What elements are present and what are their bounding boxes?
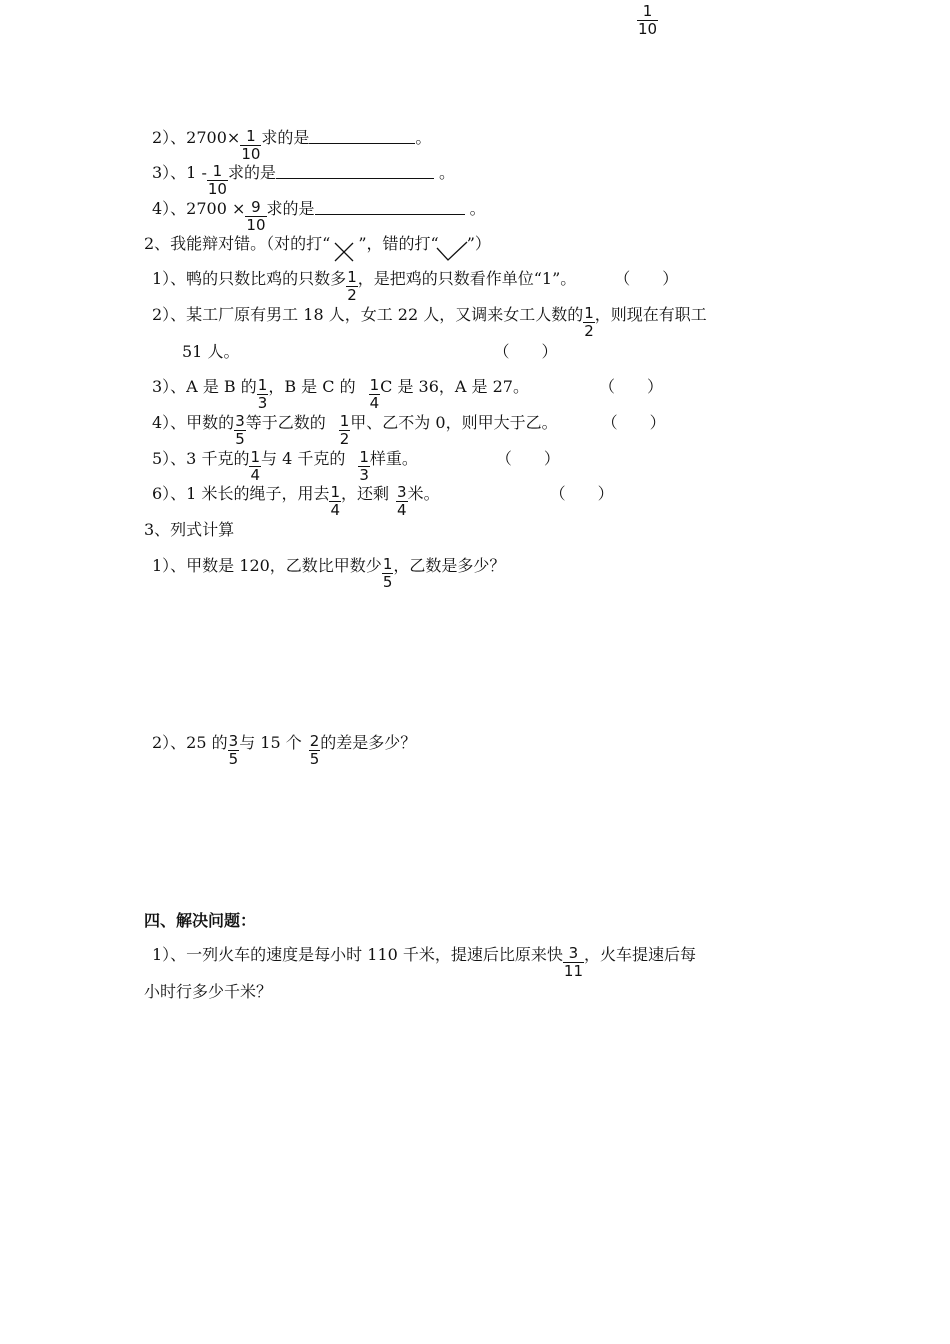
q2-item-2-cont: 51 人。 （ ）	[182, 342, 558, 361]
item-1-minus-1-10: 3）、1 - $\frac{1}{10}$ 求的是 。	[152, 162, 456, 198]
fraction: $\frac{1}{2}$	[347, 268, 357, 304]
fraction: $\frac{1}{3}$	[257, 376, 268, 412]
fraction: $\frac{1}{10}$	[241, 127, 261, 163]
q3-item-2: 2）、25 的 $\frac{3}{5}$ 与 15 个 $\frac{2}{5}$ 的差是多少？	[152, 732, 417, 768]
q2-item-4: 4）、甲数的 $\frac{3}{5}$ 等于乙数的 $\frac{1}{2}$ 甲、乙不为 0，则甲大于乙。 （ ）	[152, 412, 666, 448]
fraction: $\frac{9}{10}$	[246, 198, 266, 234]
fraction: $\frac{1}{4}$	[250, 448, 260, 484]
fraction: $\frac{3}{5}$	[228, 732, 239, 768]
answer-paren[interactable]: （ ）	[493, 342, 558, 361]
q4-item-1: 1）、一列火车的速度是每小时 110 千米，提速后比原来快 $\frac{3}{11}$ ，火车提速后每	[152, 944, 697, 980]
q3-item-1: 1）、甲数是 120，乙数比甲数少 $\frac{1}{5}$ ，乙数是多少？	[152, 555, 506, 591]
check-icon	[435, 240, 469, 264]
fraction: $\frac{1}{5}$	[382, 555, 393, 591]
answer-paren[interactable]: （ ）	[549, 484, 614, 503]
item-2700-times-1-10: 2）、2700× $\frac{1}{10}$ 求的是 。	[152, 127, 432, 163]
q3-heading: 3、列式计算	[144, 520, 235, 539]
answer-blank[interactable]	[309, 128, 415, 144]
q2-item-6: 6）、1 米长的绳子，用去 $\frac{1}{4}$ ，还剩 $\frac{3}{4}$ 米。 （ ）	[152, 483, 614, 519]
cross-icon	[332, 240, 356, 264]
fraction: $\frac{3}{11}$	[563, 944, 583, 980]
fraction: $\frac{3}{5}$	[235, 412, 245, 448]
answer-paren[interactable]: （ ）	[601, 413, 666, 432]
q2-heading: 2、我能辩对错。（对的打“ ”，错的打“ ”）	[144, 234, 491, 270]
q2-item-3: 3）、A 是 B 的 $\frac{1}{3}$ ，B 是 C 的 $\frac{1}{4}$ C 是 36，A 是 27。 （ ）	[152, 376, 664, 412]
q4-heading: 四、解决问题：	[144, 911, 257, 930]
answer-paren[interactable]: （ ）	[614, 269, 679, 288]
q2-item-1: 1）、鸭的只数比鸡的只数多 $\frac{1}{2}$ ，是把鸡的只数看作单位“1”。 （ ）	[152, 268, 679, 304]
fraction: $\frac{1}{2}$	[339, 412, 350, 448]
fraction: $\frac{1}{4}$	[369, 376, 380, 412]
top-fraction: 1 10	[638, 2, 658, 38]
fraction: $\frac{1}{10}$	[207, 162, 227, 198]
fraction: $\frac{1}{3}$	[359, 448, 369, 484]
fraction: $\frac{3}{4}$	[397, 483, 407, 519]
q4-item-1-cont: 小时行多少千米？	[144, 982, 273, 1001]
item-2700-times-9-10: 4）、2700 × $\frac{9}{10}$ 求的是 。	[152, 198, 486, 234]
q2-item-5: 5）、3 千克的 $\frac{1}{4}$ 与 4 千克的 $\frac{1}{3}$ 样重。 （ ）	[152, 448, 560, 484]
q2-item-2: 2）、某工厂原有男工 18 人，女工 22 人，又调来女工人数的 $\frac{1}{2}$ ，则现在有职工	[152, 304, 707, 340]
answer-blank[interactable]	[276, 163, 434, 179]
answer-paren[interactable]: （ ）	[495, 449, 560, 468]
fraction: $\frac{1}{4}$	[330, 483, 340, 519]
fraction: $\frac{2}{5}$	[309, 732, 320, 768]
answer-blank[interactable]	[315, 199, 465, 215]
answer-paren[interactable]: （ ）	[599, 377, 664, 396]
fraction: $\frac{1}{2}$	[584, 304, 594, 340]
